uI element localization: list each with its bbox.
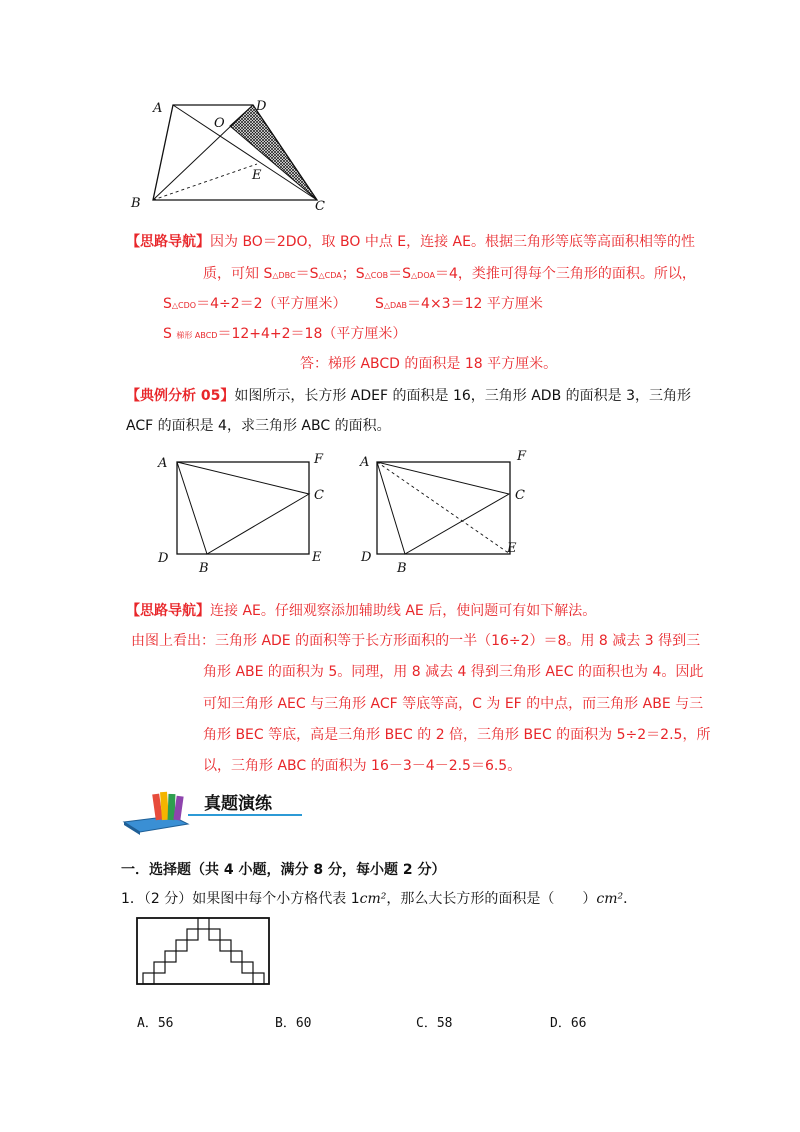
option-b[interactable]: B．60 [275,1016,312,1031]
staircase-squares [143,918,264,984]
label-f: F [517,449,527,464]
nav2-tag: 【思路导航】 [126,603,210,619]
nav2-line2: 由图上看出：三角形 ADE 的面积等于长方形面积的一半（16÷2）＝8。用 8 减去 3 得到三 [131,633,701,649]
label-c: C [315,199,325,214]
nav2-line5: 角形 BEC 等底，高是三角形 BEC 的 2 倍，三角形 BEC 的面积为 5÷2＝2.5，所 [203,727,711,743]
label-o: O [214,116,225,131]
nav1-line3a: S△CDO＝4÷2＝2（平方厘米） [163,296,347,312]
staircase-grid-figure [130,912,280,992]
shaded-triangle-cdo [230,105,317,200]
label-c: C [314,488,324,503]
nav2-line6: 以，三角形 ABC 的面积为 16－3－4－2.5＝6.5。 [203,758,522,774]
unit-cm2: cm² [359,891,387,907]
label-b: B [397,561,407,576]
label-a: A [153,101,163,116]
section-underline [188,814,302,816]
nav1-tag: 【思路导航】 [126,234,210,250]
label-c: C [515,488,525,503]
nav1-line1 [126,232,695,252]
nav2-line1: 【思路导航】连接 AE。仔细观察添加辅助线 AE 后，使问题可有如下解法。 [126,603,597,619]
nav2-line4: 可知三角形 AEC 与三角形 ACF 等底等高，C 为 EF 的中点，而三角形 ABE 与三 [203,696,704,712]
label-d: D [256,99,267,114]
label-a: A [158,456,168,471]
label-e: E [252,168,262,183]
question-1: 1．（2 分）如果图中每个小方格代表 1cm²，那么大长方形的面积是（ ）cm²． [121,891,638,907]
triangle-abc [177,462,309,554]
rectangle-figure-right [355,448,535,578]
nav1-line3b: S△DAB＝4×3＝12 平方厘米 [375,296,543,312]
trapezoid-outline [153,105,317,200]
label-f: F [314,452,324,467]
label-b: B [131,196,141,211]
label-e: E [507,541,517,556]
example05-line2: ACF 的面积是 4，求三角形 ABC 的面积。 [126,418,391,434]
nav2-line3: 角形 ABE 的面积为 5。同理，用 8 减去 4 得到三角形 AEC 的面积也为 4。因此 [203,664,704,680]
rectangle-adef [177,462,309,554]
nav1-answer: 答：梯形 ABCD 的面积是 18 平方厘米。 [300,356,558,372]
books-icon [120,786,192,836]
label-b: B [199,561,209,576]
label-d: D [158,551,169,566]
dashed-be [153,164,257,200]
diagonal-bd [153,105,253,200]
nav1-line2: 质，可知 S△DBC＝S△CDA；S△COB＝S△DOA＝4，类推可得每个三角形的面积。所以， [203,266,696,282]
big-rectangle [137,918,269,984]
rectangle-figure-left [150,448,330,578]
nav1-text-1: 因为 BO＝2DO，取 BO 中点 E，连接 AE。根据三角形等底等高面积相等的性 [210,234,695,250]
unit-cm2: cm² [596,891,624,907]
example05-tag: 【典例分析 05】 [126,388,235,404]
trapezoid-figure [125,92,335,217]
option-d[interactable]: D．66 [550,1016,587,1031]
dashed-ae [377,462,510,554]
section-title: 真题演练 [204,794,272,814]
option-c[interactable]: C．58 [416,1016,453,1031]
option-a[interactable]: A．56 [137,1016,174,1031]
label-a: A [360,455,370,470]
nav1-line4: S 梯形 ABCD＝12+4+2＝18（平方厘米） [163,326,407,342]
example05-line1: 【典例分析 05】如图所示，长方形 ADEF 的面积是 16，三角形 ADB 的面积是 3，三角形 [126,388,691,404]
label-e: E [312,550,322,565]
label-d: D [361,550,372,565]
part1-heading: 一．选择题（共 4 小题，满分 8 分，每小题 2 分） [121,862,446,878]
